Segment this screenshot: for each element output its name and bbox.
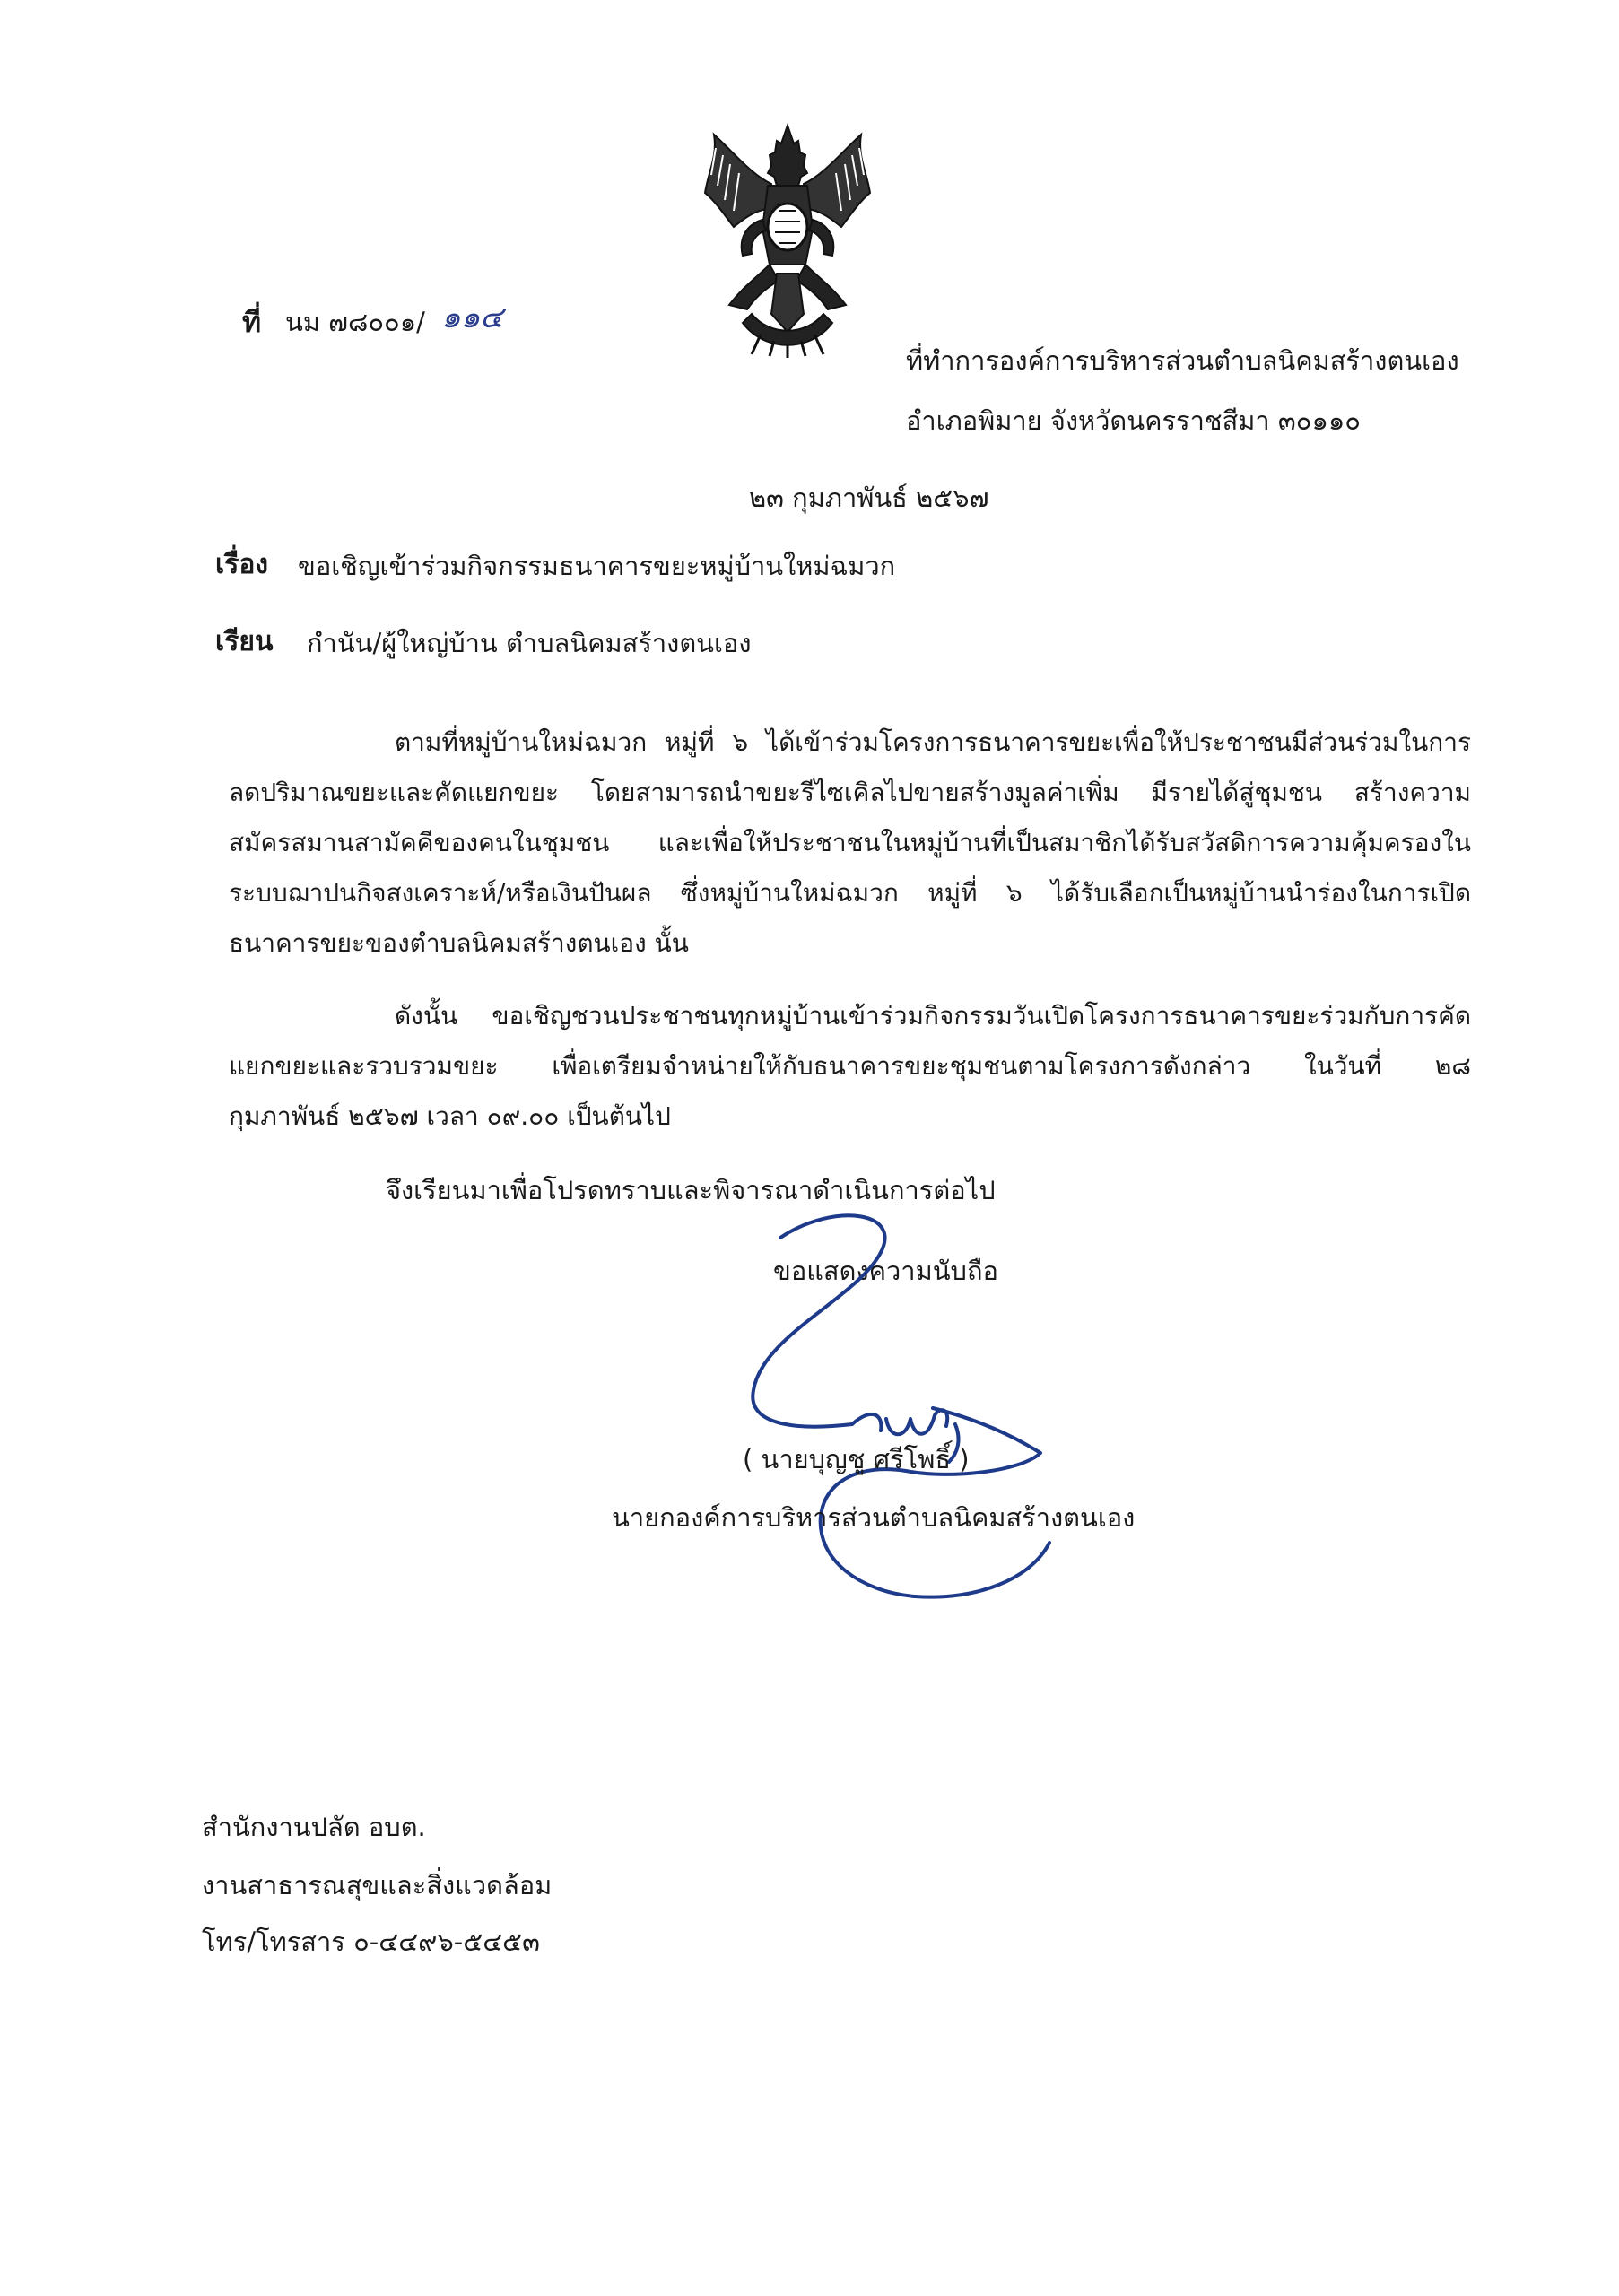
- signer-position: นายกองค์การบริหารส่วนตำบลนิคมสร้างตนเอง: [612, 1502, 1136, 1533]
- body-paragraph-1: [229, 718, 1471, 969]
- recipient-label: เรียน: [215, 626, 274, 657]
- paragraph-line: ระบบฌาปนกิจสงเคราะห์/หรือเงินปันผล ซึ่งหมู่บ้านใหม่ฉมวก หมู่ที่ ๖ ได้รับเลือกเป็นหมู่บ้านนำร่องในการเปิด: [229, 878, 1471, 908]
- ref-label: ที่: [242, 305, 262, 339]
- footer-section: งานสาธารณสุขและสิ่งแวดล้อม: [202, 1870, 553, 1900]
- footer-department: สำนักงานปลัด อบต.: [202, 1812, 426, 1842]
- paragraph-line: ธนาคารขยะของตำบลนิคมสร้างตนเอง นั้น: [229, 928, 689, 958]
- paragraph-line: ดังนั้น ขอเชิญชวนประชาชนทุกหมู่บ้านเข้าร่วมกิจกรรมวันเปิดโครงการธนาคารขยะร่วมกับการคัด: [395, 1001, 1471, 1031]
- subject-label: เรื่อง: [215, 549, 269, 580]
- body-paragraph-2: [229, 991, 1471, 1142]
- subject-text: ขอเชิญเข้าร่วมกิจกรรมธนาคารขยะหมู่บ้านใหม่ฉมวก: [298, 551, 896, 581]
- closing-request: จึงเรียนมาเพื่อโปรดทราบและพิจารณาดำเนินการต่อไป: [386, 1175, 996, 1205]
- paragraph-line: ลดปริมาณขยะและคัดแยกขยะ โดยสามารถนำขยะรีไซเคิลไปขายสร้างมูลค่าเพิ่ม มีรายได้สู่ชุมชน สร้างความ: [229, 778, 1471, 807]
- office-address-line2: อำเภอพิมาย จังหวัดนครราชสีมา ๓๐๑๑๐: [906, 405, 1361, 436]
- document-date: ๒๓ กุมภาพันธ์ ๒๕๖๗: [749, 483, 989, 513]
- paragraph-line: กุมภาพันธ์ ๒๕๖๗ เวลา ๐๙.๐๐ เป็นต้นไป: [229, 1101, 671, 1131]
- office-address-line1: ที่ทำการองค์การบริหารส่วนตำบลนิคมสร้างตนเอง: [906, 345, 1459, 376]
- handwritten-signature: [727, 1184, 1067, 1605]
- recipient-text: กำนัน/ผู้ใหญ่บ้าน ตำบลนิคมสร้างตนเอง: [307, 628, 752, 658]
- paragraph-line: สมัครสมานสามัคคีของคนในชุมชน และเพื่อให้ประชาชนในหมู่บ้านที่เป็นสมาชิกได้รับสวัสดิการความคุ้มครองใน: [229, 828, 1471, 857]
- signer-name: ( นายบุญชู ศรีโพธิ์ ): [743, 1444, 970, 1474]
- paragraph-line: แยกขยะและรวบรวมขยะ เพื่อเตรียมจำหน่ายให้กับธนาคารขยะชุมชนตามโครงการดังกล่าว ในวันที่ ๒๘: [229, 1051, 1471, 1081]
- footer-phone: โทร/โทรสาร ๐-๔๔๙๖-๕๔๕๓: [202, 1926, 540, 1957]
- paragraph-line: ตามที่หมู่บ้านใหม่ฉมวก หมู่ที่ ๖ ได้เข้าร่วมโครงการธนาคารขยะเพื่อให้ประชาชนมีส่วนร่วมในการ: [395, 727, 1471, 757]
- garuda-emblem-icon: [698, 121, 877, 359]
- ref-number-handwritten: ๑๑๔: [441, 300, 503, 335]
- closing-salutation: ขอแสดงความนับถือ: [773, 1256, 998, 1286]
- ref-prefix: นม ๗๘๐๐๑/: [285, 307, 425, 337]
